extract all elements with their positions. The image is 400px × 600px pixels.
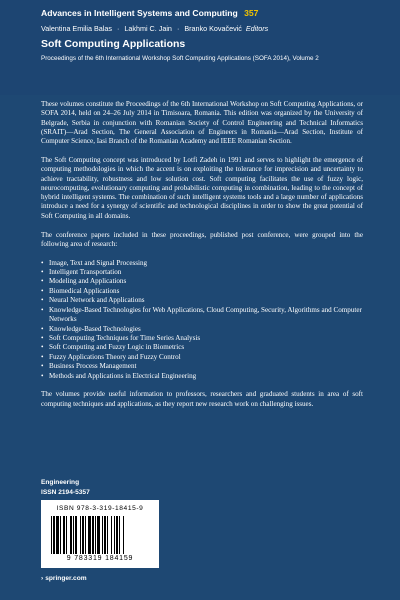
bullet-icon: • [41,277,44,286]
barcode-bar [80,516,81,554]
issn-label: ISSN 2194-5357 [41,489,90,496]
barcode-bar [75,516,77,554]
series-line [41,8,258,18]
editor-separator: · [176,24,180,33]
paragraph: The Soft Computing concept was introduced by Lotfi Zadeh in 1991 and serves to highlight the emergence of computing methodologies in which the accent is on exploiting the tolerance for imprecision and uncertainty to achieve tractability, robustness and low solution cost. Soft computing facilitates the use of fuzzy logic, neurocomputing, evolutionary computing and probabilistic computing in combination, leading to the concept of hybrid intelligent systems. The combination of such intelligent systems tools and a large number of applications introduce a need for a synergy of scientific and technological disciplines in order to show the great potential of Soft Computing in all domains. [41,155,363,220]
category-label: Engineering [41,479,80,486]
barcode-bar [60,516,61,554]
list-item: • Neural Network and Applications [41,296,145,305]
editor-separator: · [116,24,120,33]
description-body [41,100,363,419]
barcode-bar [119,516,120,554]
barcode-bar [104,516,106,554]
bullet-icon: • [41,258,44,267]
paragraph: The volumes provide useful information to professors, researchers and graduated students in area of soft computing techniques and applications, as they report new research work on challenging issues. [41,390,363,408]
list-item: • Knowledge-Based Technologies [41,324,141,333]
list-item: • Modeling and Applications [41,277,127,286]
list-item: • Soft Computing Techniques for Time Series Analysis [41,333,201,342]
bullet-icon: • [41,324,44,333]
barcode-bar [114,516,115,554]
editor-name: Lakhmi C. Jain [124,24,172,33]
list-item: • Soft Computing and Fuzzy Logic in Biometrics [41,343,185,352]
barcode-bar [73,516,74,554]
bullet-icon: • [41,333,44,342]
footer-info [41,478,90,498]
barcode-bar [82,516,84,554]
barcode-bar [53,516,55,554]
research-topics-list [41,259,363,381]
series-name: Advances in Intelligent Systems and Computing [41,8,238,18]
header-band [0,0,400,95]
bullet-icon: • [41,296,44,305]
list-item: • Intelligent Transportation [41,268,122,277]
bullet-icon: • [41,286,44,295]
bullet-icon: • [41,268,44,277]
barcode-bar [56,516,59,554]
barcode-digits: 9 783319 184159 [66,555,134,562]
arrow-icon: › [41,575,44,582]
editor-name: Branko Kovačević [184,24,242,33]
barcode [41,500,159,568]
book-title: Soft Computing Applications [41,38,186,50]
list-item: • Business Process Management [41,362,137,371]
volume-number: 357 [244,8,259,18]
publisher-website[interactable] [41,575,87,582]
paragraph: The conference papers included in these proceedings, published post conference, were grouped into the following area of research: [41,230,363,248]
bullet-icon: • [41,362,44,371]
list-item: • Biomedical Applications [41,286,120,295]
barcode-bar [63,516,65,554]
editors-line [41,24,268,33]
barcode-bar [92,516,94,554]
bullet-icon: • [41,352,44,361]
editor-name: Valentina Emilia Balas [41,24,112,33]
barcode-bars [51,516,151,554]
isbn-label: ISBN 978-3-319-18415-9 [56,505,144,512]
paragraph: These volumes constitute the Proceedings of the 6th International Workshop on Soft Computing Applications, or SOFA 2014, held on 24–26 July 2014 in Timisoara, Romania. This edition was organized by the University of Belgrade, Serbia in conjunction with Romanian Society of Control Engineering and Technical Informatics (SRAIT)—Arad Section, The General Association of Engineers in Romania—Arad Section, Institute of Computer Science, Iasi Branch of the Romanian Academy and IEEE Romanian Section. [41,100,363,146]
list-item: • Fuzzy Applications Theory and Fuzzy Control [41,352,181,361]
barcode-bar [111,516,112,554]
barcode-bar [123,516,124,554]
barcode-bar [102,516,103,554]
barcode-bar [51,516,52,554]
barcode-bar [95,516,96,554]
barcode-bar [88,516,91,554]
barcode-bar [116,516,118,554]
website-label: springer.com [45,575,87,582]
bullet-icon: • [41,305,44,314]
book-subtitle: Proceedings of the 6th International Workshop Soft Computing Applications (SOFA 2014), Volume 2 [41,55,319,62]
barcode-bar [85,516,86,554]
list-item: • Methods and Applications in Electrical Engineering [41,371,197,380]
editors-role: Editors [245,24,269,33]
barcode-bar [66,516,67,554]
barcode-bar [70,516,72,554]
list-item: • Image, Text and Signal Processing [41,258,148,267]
barcode-bar [107,516,108,554]
bullet-icon: • [41,371,44,380]
barcode-bar [97,516,100,554]
list-item: • Knowledge-Based Technologies for Web Applications, Cloud Computing, Security, Algorithms and Computer Networks [41,305,362,324]
bullet-icon: • [41,343,44,352]
